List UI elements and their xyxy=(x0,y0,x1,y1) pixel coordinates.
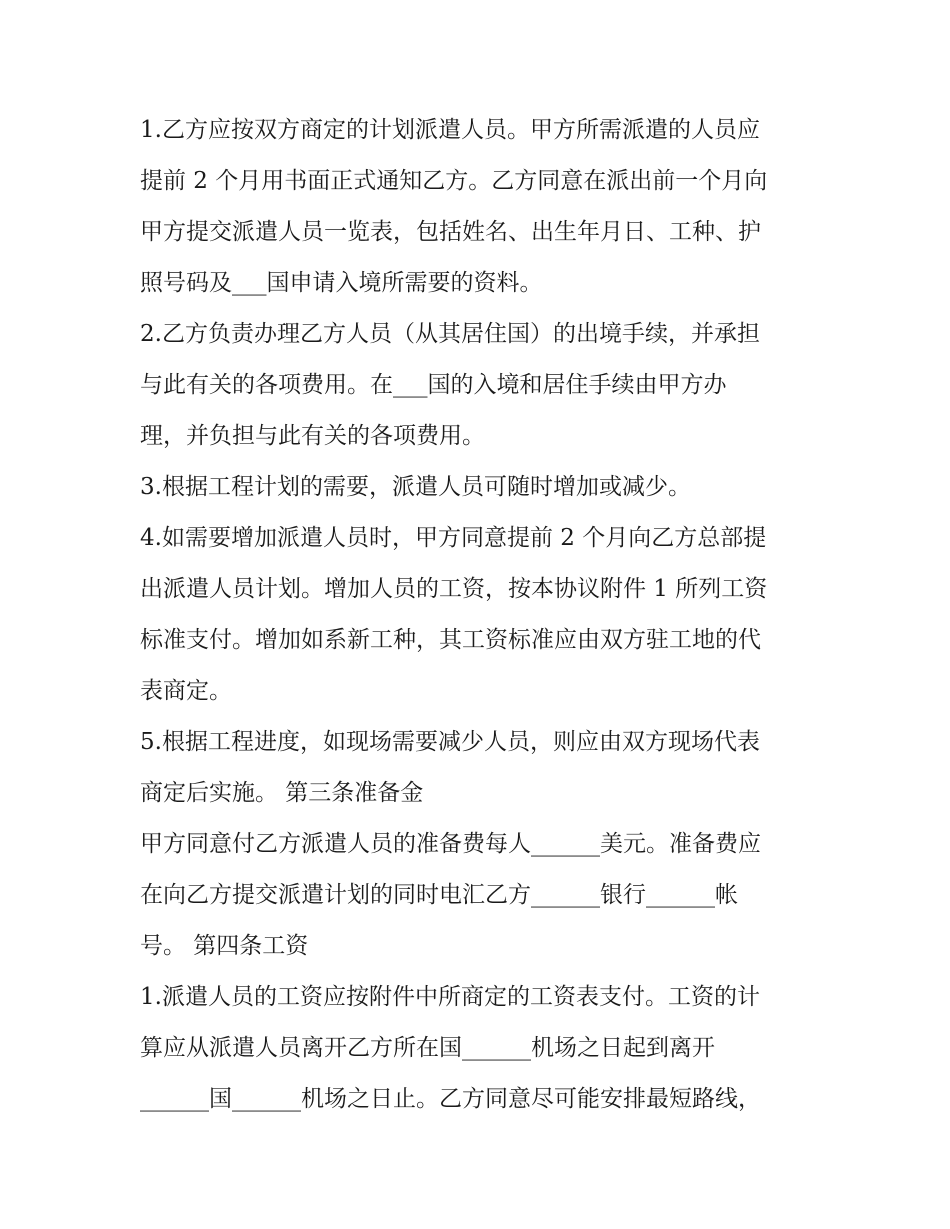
text-line: 算应从派遣人员离开乙方所在国______机场之日起到离开 xyxy=(140,1035,715,1061)
text-line: 4.如需要增加派遣人员时，甲方同意提前 2 个月向乙方总部提 xyxy=(140,525,767,551)
text-line: 出派遣人员计划。增加人员的工资，按本协议附件 1 所列工资 xyxy=(140,576,768,602)
text-line: 提前 2 个月用书面正式通知乙方。乙方同意在派出前一个月向 xyxy=(140,168,768,194)
text-line: 甲方同意付乙方派遣人员的准备费每人______美元。准备费应 xyxy=(140,831,761,857)
text-line: 标准支付。增加如系新工种，其工资标准应由双方驻工地的代 xyxy=(140,627,761,653)
text-line: 理，并负担与此有关的各项费用。 xyxy=(140,423,485,449)
text-line: 甲方提交派遣人员一览表，包括姓名、出生年月日、工种、护 xyxy=(140,219,761,245)
text-line: 商定后实施。 第三条准备金 xyxy=(140,780,424,806)
text-line: 表商定。 xyxy=(140,678,232,704)
text-line: 1.派遣人员的工资应按附件中所商定的工资表支付。工资的计 xyxy=(140,984,760,1010)
text-line: 在向乙方提交派遣计划的同时电汇乙方______银行______帐 xyxy=(140,882,738,908)
text-line: 号。 第四条工资 xyxy=(140,933,309,959)
text-line: 与此有关的各项费用。在___国的入境和居住手续由甲方办 xyxy=(140,372,727,398)
text-line: 照号码及___国申请入境所需要的资料。 xyxy=(140,270,543,296)
text-line: 3.根据工程计划的需要，派遣人员可随时增加或减少。 xyxy=(140,474,691,500)
text-line: 1.乙方应按双方商定的计划派遣人员。甲方所需派遣的人员应 xyxy=(140,117,760,143)
text-line: 5.根据工程进度，如现场需要减少人员，则应由双方现场代表 xyxy=(140,729,760,755)
text-line: ______国______机场之日止。乙方同意尽可能安排最短路线， xyxy=(140,1086,761,1112)
text-line: 2.乙方负责办理乙方人员（从其居住国）的出境手续，并承担 xyxy=(140,321,760,347)
